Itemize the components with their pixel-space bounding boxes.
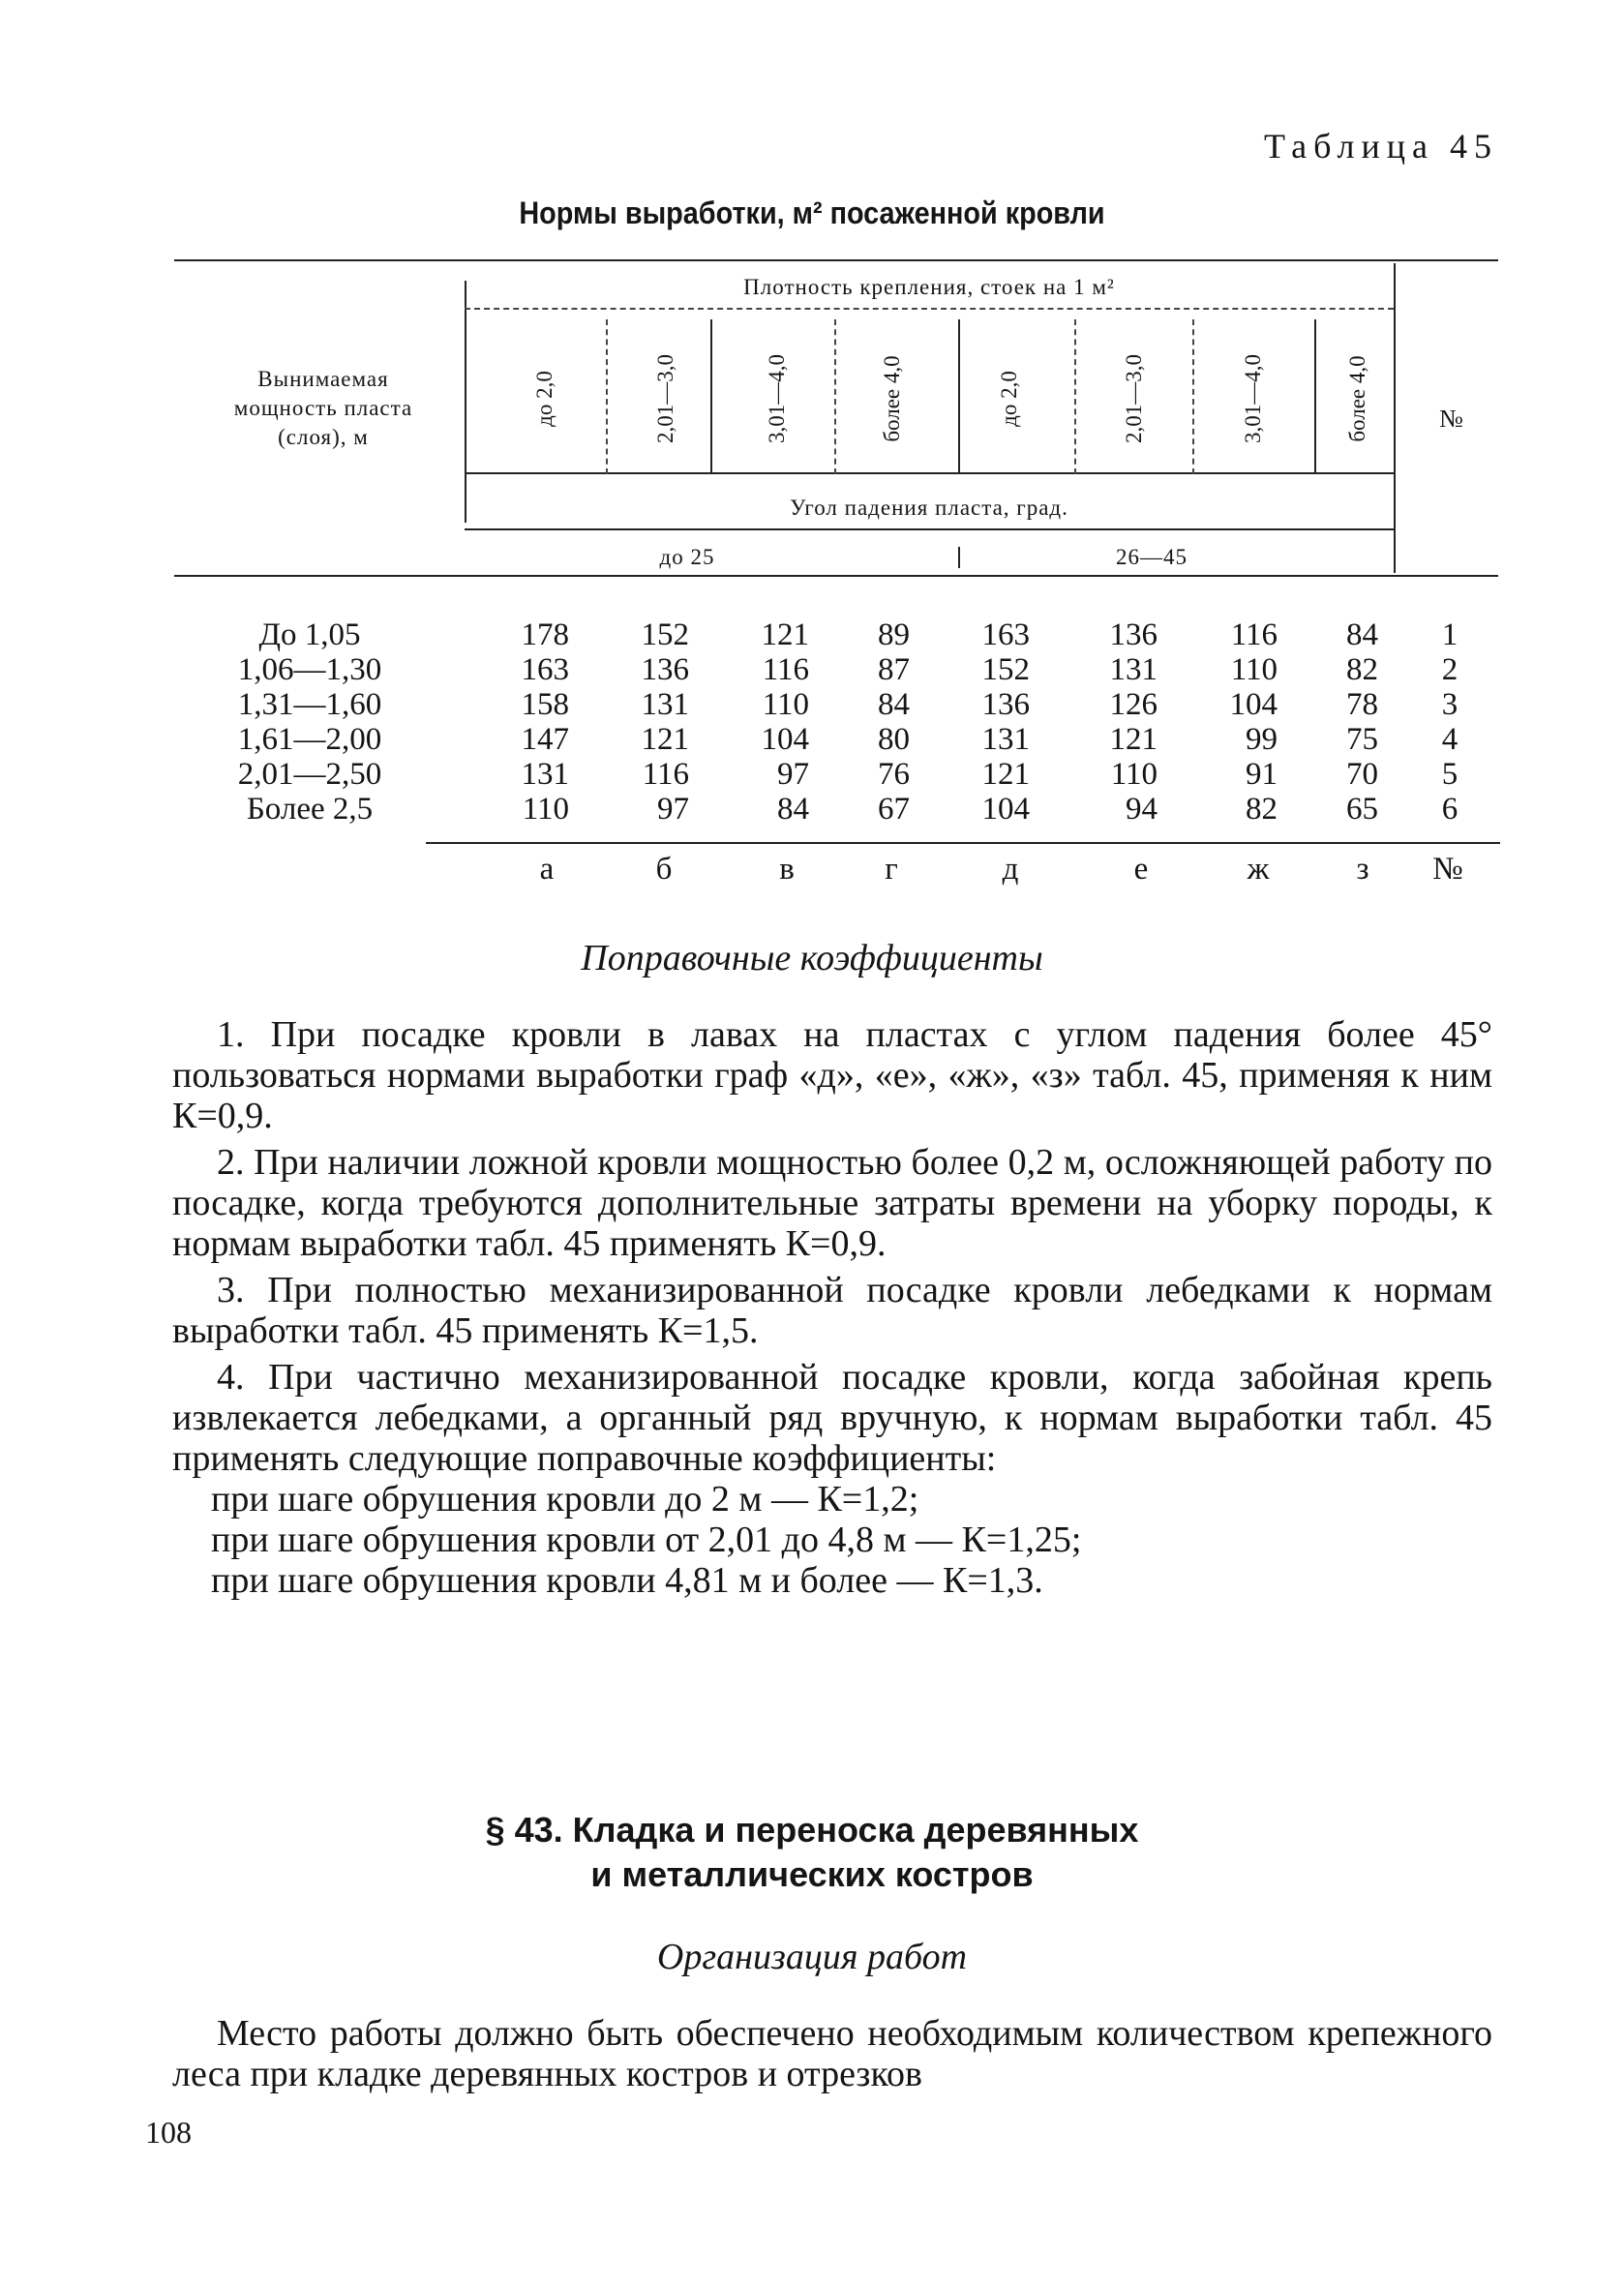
table-row [0,792,1624,825]
row-label: 2,01—2,50 [237,757,382,792]
table-cell: 121 [981,757,1030,792]
column-letter: д [1002,852,1019,887]
density-col-b: 2,01—3,0 [653,354,677,443]
table-cell: 94 [1126,792,1158,827]
table-cell: 163 [521,652,569,687]
section-title-line: и металлических костров [590,1854,1034,1894]
table-cell: 110 [762,687,809,722]
number-column-divider [1394,263,1396,573]
column-divider [710,319,712,474]
table-cell: 131 [1109,652,1158,687]
column-letter: з [1356,852,1369,887]
section-title [0,1808,1624,1897]
row-label: Более 2,5 [246,792,374,827]
table-cell: 78 [1346,687,1378,722]
table-cell: 147 [521,722,569,757]
row-number: 3 [1441,687,1459,722]
table-cell: 131 [641,687,689,722]
row-label: 1,61—2,00 [237,722,382,757]
table-cell: 116 [1230,617,1278,652]
table-cell: 136 [981,687,1030,722]
table-title: Нормы выработки, м² посаженной кровли [519,196,1105,230]
density-col-g: более 4,0 [880,355,904,442]
correction-item: 4. При частично механизированной посадке кровли, когда забойная крепь извлекается лебедками, а органный ряд вручную, к нормам выработки табл. 45 применять следующие поправочные коэффициенты: [172,1357,1492,1479]
column-divider [958,319,960,474]
row-number: 5 [1441,757,1459,792]
table-cell: 131 [521,757,569,792]
table-row [0,687,1624,720]
stub-divider [465,281,466,523]
column-letter: е [1133,852,1149,887]
section-subheading: Организация работ [656,1937,968,1977]
table-cell: 99 [1246,722,1278,757]
table-cell: 110 [1230,652,1278,687]
correction-item: 2. При наличии ложной кровли мощностью более 0,2 м, осложняющей работу по посадке, когда требуются дополнительные затраты времени на уборку породы, к нормам выработки табл. 45 применять К=0,9. [172,1142,1492,1264]
table-cell: 110 [1110,757,1158,792]
density-col-a: до 2,0 [532,371,556,427]
table-row [0,722,1624,755]
column-letter: а [539,852,555,887]
table-cell: 80 [878,722,910,757]
header-bottom-rule [174,575,1498,577]
angle-group-1: до 25 [659,545,715,569]
column-letter: б [655,852,673,887]
table-cell: 97 [657,792,689,827]
section-text: Место работы должно быть обеспечено необходимым количеством крепежного леса при кладке деревянных костров и отрезков [172,2013,1492,2094]
angle-group-2: 26—45 [1116,545,1188,569]
table-cell: 97 [777,757,809,792]
section-title-line: § 43. Кладка и переноска деревянных [485,1810,1139,1850]
row-label: 1,31—1,60 [237,687,382,722]
row-number: 4 [1441,722,1459,757]
correction-subitem: при шаге обрушения кровли от 2,01 до 4,8 м — К=1,25; [211,1520,1082,1560]
table-row [0,652,1624,685]
density-header: Плотность крепления, стоек на 1 м² [743,275,1115,299]
table-cell: 121 [1109,722,1158,757]
table-cell: 89 [878,617,910,652]
correction-subitem: при шаге обрушения кровли 4,81 м и более — К=1,3. [211,1560,1043,1601]
table-cell: 91 [1246,757,1278,792]
column-divider [1314,319,1316,474]
angle-header-rule [465,528,1394,530]
row-number: 2 [1441,652,1459,687]
table-cell: 84 [777,792,809,827]
table-cell: 84 [1346,617,1378,652]
table-row [0,617,1624,650]
column-divider [834,319,836,474]
density-col-d: до 2,0 [997,371,1021,427]
table-cell: 126 [1109,687,1158,722]
table-cell: 110 [522,792,569,827]
column-divider [1074,319,1076,474]
table-label: Таблица 45 [1264,127,1498,166]
table-cell: 121 [761,617,809,652]
table-cell: 158 [521,687,569,722]
correction-item: 3. При полностью механизированной посадке кровли лебедками к нормам выработки табл. 45 применять К=1,5. [172,1270,1492,1351]
table-cell: 75 [1346,722,1378,757]
density-col-zh: 3,01—4,0 [1241,354,1265,443]
column-letter: ж [1247,852,1270,887]
row-number: 6 [1441,792,1459,827]
angle-header: Угол падения пласта, град. [790,496,1068,520]
stub-header: Вынимаемая мощность пласта (слоя), м [233,367,413,449]
density-header-rule [465,308,1394,310]
density-col-v: 3,01—4,0 [765,354,789,443]
table-cell: 104 [981,792,1030,827]
density-columns-bottom-rule [465,472,1394,474]
correction-item: 1. При посадке кровли в лавах на пластах с углом падения более 45° пользоваться нормами выработки граф «д», «е», «ж», «з» табл. 45, применяя к ним К=0,9. [172,1014,1492,1136]
number-column-header: № [1439,405,1464,433]
table-cell: 116 [762,652,809,687]
table-cell: 104 [761,722,809,757]
table-cell: 76 [878,757,910,792]
row-number: 1 [1441,617,1459,652]
table-cell: 163 [981,617,1030,652]
table-cell: 131 [981,722,1030,757]
column-letters-row [0,852,1624,885]
angle-group-divider [958,547,960,568]
table-cell: 121 [641,722,689,757]
column-letter: г [885,852,898,887]
correction-subitem: при шаге обрушения кровли до 2 м — К=1,2; [211,1479,919,1520]
table-cell: 67 [878,792,910,827]
table-top-rule [174,259,1498,261]
column-divider [1192,319,1194,474]
density-col-e: 2,01—3,0 [1122,354,1146,443]
column-divider [606,319,608,474]
table-cell: 116 [642,757,689,792]
row-label: 1,06—1,30 [237,652,382,687]
column-letter: № [1432,852,1463,887]
table-cell: 152 [641,617,689,652]
density-col-z: более 4,0 [1345,355,1369,442]
table-cell: 136 [1109,617,1158,652]
table-bottom-rule [426,842,1500,844]
table-cell: 104 [1229,687,1278,722]
table-cell: 178 [521,617,569,652]
page-number: 108 [145,2115,192,2150]
table-row [0,757,1624,790]
table-cell: 152 [981,652,1030,687]
corrections-list [172,1014,1492,1601]
table-cell: 70 [1346,757,1378,792]
table-cell: 65 [1346,792,1378,827]
column-letter: в [779,852,795,887]
row-label: До 1,05 [258,617,361,652]
table-cell: 84 [878,687,910,722]
table-cell: 136 [641,652,689,687]
table-cell: 82 [1346,652,1378,687]
table-cell: 82 [1246,792,1278,827]
corrections-heading: Поправочные коэффициенты [581,938,1043,978]
table-cell: 87 [878,652,910,687]
